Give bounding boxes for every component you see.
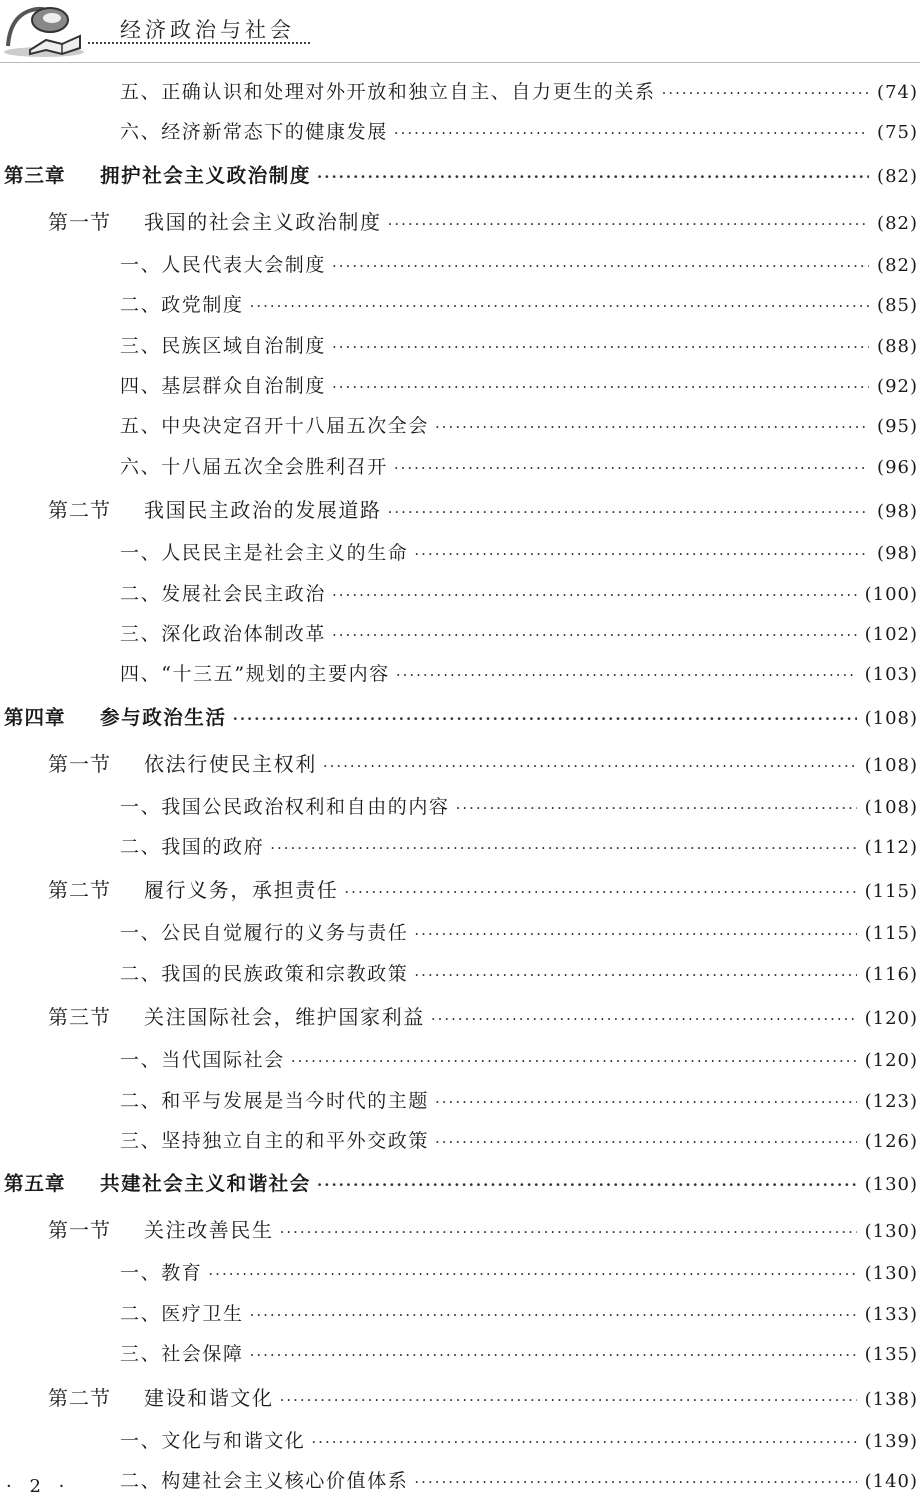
toc-label: 二、我国的政府 xyxy=(120,836,265,859)
table-of-contents xyxy=(0,72,920,1501)
toc-page-number: (120) xyxy=(864,1008,918,1030)
toc-page-number: (98) xyxy=(877,501,918,523)
book-title: 经济政治与社会 xyxy=(120,18,295,42)
toc-label: 三、社会保障 xyxy=(120,1343,244,1366)
toc-chapter xyxy=(0,1161,920,1207)
dot-leader xyxy=(291,1041,857,1081)
toc-entry xyxy=(0,366,920,406)
toc-entry xyxy=(0,1334,920,1374)
toc-label: 依法行使民主权利 xyxy=(144,751,317,776)
toc-label: 关注国际社会，维护国家利益 xyxy=(144,1005,425,1030)
toc-page-number: (82) xyxy=(877,212,918,234)
dot-leader xyxy=(431,996,857,1042)
toc-entry xyxy=(0,1121,920,1161)
toc-entry xyxy=(0,1421,920,1461)
toc-prefix: 第二节 xyxy=(48,878,111,903)
toc-prefix: 第三节 xyxy=(48,1005,111,1030)
header-divider xyxy=(88,42,310,44)
toc-page-number: (96) xyxy=(877,456,918,478)
dot-leader xyxy=(396,655,857,695)
toc-label: 履行义务，承担责任 xyxy=(144,878,339,903)
toc-page-number: (140) xyxy=(864,1470,918,1492)
page-number: · 2 · xyxy=(6,1476,71,1497)
toc-page-number: (115) xyxy=(864,923,918,945)
toc-prefix: 第二节 xyxy=(48,498,111,523)
toc-entry xyxy=(0,827,920,867)
dot-leader xyxy=(250,1335,857,1375)
toc-label: 三、深化政治体制改革 xyxy=(120,622,327,645)
dot-leader xyxy=(332,575,857,615)
toc-entry xyxy=(0,326,920,366)
dot-leader xyxy=(435,1082,857,1122)
toc-page-number: (130) xyxy=(864,1174,918,1196)
dot-leader xyxy=(394,113,869,153)
toc-section xyxy=(0,487,920,533)
toc-label: 六、经济新常态下的健康发展 xyxy=(120,121,388,144)
toc-label: 一、公民自觉履行的义务与责任 xyxy=(120,922,409,945)
toc-prefix: 第一节 xyxy=(48,209,111,234)
toc-label: 六、十八届五次全会胜利召开 xyxy=(120,455,388,478)
dot-leader xyxy=(332,327,869,367)
toc-page-number: (85) xyxy=(877,295,918,317)
dot-leader xyxy=(332,615,857,655)
toc-entry xyxy=(0,1253,920,1293)
toc-label: 四、“十三五”规划的主要内容 xyxy=(120,663,390,686)
toc-page-number: (130) xyxy=(864,1263,918,1285)
toc-entry xyxy=(0,1294,920,1334)
toc-label: 五、正确认识和处理对外开放和独立自主、自力更生的关系 xyxy=(120,81,656,103)
toc-label: 五、中央决定召开十八届五次全会 xyxy=(120,415,430,438)
toc-page-number: (95) xyxy=(877,416,918,438)
toc-label: 四、基层群众自治制度 xyxy=(120,374,327,397)
toc-entry xyxy=(0,1461,920,1501)
toc-label: 我国的社会主义政治制度 xyxy=(144,209,382,234)
dot-leader xyxy=(233,696,857,742)
toc-page-number: (130) xyxy=(864,1221,918,1243)
toc-page-number: (75) xyxy=(877,122,918,144)
toc-page-number: (133) xyxy=(864,1303,918,1325)
toc-label: 二、发展社会民主政治 xyxy=(120,582,327,605)
toc-label: 一、人民代表大会制度 xyxy=(120,253,327,276)
page-header xyxy=(0,0,920,64)
toc-entry xyxy=(0,1081,920,1121)
toc-prefix: 第一节 xyxy=(48,751,111,776)
toc-page-number: (98) xyxy=(877,543,918,565)
toc-section xyxy=(0,199,920,245)
toc-label: 二、我国的民族政策和宗教政策 xyxy=(120,962,409,985)
toc-page-number: (123) xyxy=(864,1090,918,1112)
toc-page-number: (103) xyxy=(864,664,918,686)
header-baseline xyxy=(0,62,920,63)
dot-leader xyxy=(435,407,869,447)
toc-page-number: (120) xyxy=(864,1050,918,1072)
toc-entry xyxy=(0,447,920,487)
toc-page-number: (108) xyxy=(864,754,918,776)
dot-leader xyxy=(388,489,869,535)
dot-leader xyxy=(323,743,857,789)
toc-page-number: (82) xyxy=(877,165,918,187)
toc-entry xyxy=(0,406,920,446)
toc-entry xyxy=(0,285,920,325)
toc-label: 共建社会主义和谐社会 xyxy=(100,1172,312,1196)
dot-leader xyxy=(332,367,869,407)
dot-leader xyxy=(280,1209,857,1255)
toc-label: 一、当代国际社会 xyxy=(120,1049,285,1072)
dot-leader xyxy=(250,1295,857,1335)
toc-page-number: (135) xyxy=(864,1344,918,1366)
toc-page-number: (100) xyxy=(864,583,918,605)
toc-section xyxy=(0,867,920,913)
toc-entry xyxy=(0,1040,920,1080)
toc-page-number: (102) xyxy=(864,623,918,645)
toc-page-number: (108) xyxy=(864,796,918,818)
dot-leader xyxy=(388,201,869,247)
dot-leader xyxy=(414,914,856,954)
toc-label: 二、医疗卫生 xyxy=(120,1302,244,1325)
toc-section xyxy=(0,994,920,1040)
toc-entry xyxy=(0,913,920,953)
toc-page-number: (92) xyxy=(877,375,918,397)
toc-prefix: 第二节 xyxy=(48,1385,111,1410)
toc-label: 一、教育 xyxy=(120,1262,203,1285)
toc-prefix: 第三章 xyxy=(4,163,66,187)
toc-prefix: 第四章 xyxy=(4,705,66,729)
desk-lamp-book-icon xyxy=(2,2,86,58)
toc-label: 二、和平与发展是当今时代的主题 xyxy=(120,1089,430,1112)
dot-leader xyxy=(250,286,869,326)
toc-entry xyxy=(0,574,920,614)
toc-page-number: (74) xyxy=(877,82,918,103)
toc-label: 三、民族区域自治制度 xyxy=(120,334,327,357)
toc-page-number: (82) xyxy=(877,254,918,276)
toc-entry xyxy=(0,533,920,573)
toc-page-number: (126) xyxy=(864,1131,918,1153)
toc-chapter xyxy=(0,153,920,199)
toc-label: 一、我国公民政治权利和自由的内容 xyxy=(120,795,450,818)
dot-leader xyxy=(414,955,856,995)
toc-label: 参与政治生活 xyxy=(100,705,227,729)
dot-leader xyxy=(662,73,869,113)
dot-leader xyxy=(394,448,869,488)
toc-label: 二、政党制度 xyxy=(120,294,244,317)
dot-leader xyxy=(311,1422,856,1462)
toc-label: 建设和谐文化 xyxy=(144,1385,274,1410)
dot-leader xyxy=(344,869,856,915)
toc-label: 一、文化与和谐文化 xyxy=(120,1429,306,1452)
toc-label: 二、构建社会主义核心价值体系 xyxy=(120,1469,409,1492)
dot-leader xyxy=(414,534,869,574)
toc-page-number: (138) xyxy=(864,1388,918,1410)
toc-prefix: 第五章 xyxy=(4,1172,66,1196)
dot-leader xyxy=(332,246,869,286)
toc-label: 一、人民民主是社会主义的生命 xyxy=(120,542,409,565)
toc-page-number: (108) xyxy=(864,707,918,729)
dot-leader xyxy=(317,1162,857,1208)
toc-page-number: (116) xyxy=(864,963,918,985)
toc-page-number: (115) xyxy=(864,881,918,903)
toc-entry xyxy=(0,954,920,994)
toc-chapter xyxy=(0,695,920,741)
toc-entry xyxy=(0,787,920,827)
toc-label: 三、坚持独立自主的和平外交政策 xyxy=(120,1130,430,1153)
toc-prefix: 第一节 xyxy=(48,1218,111,1243)
dot-leader xyxy=(435,1122,857,1162)
dot-leader xyxy=(280,1377,857,1423)
toc-section xyxy=(0,741,920,787)
toc-page-number: (88) xyxy=(877,335,918,357)
toc-page-number: (139) xyxy=(864,1430,918,1452)
toc-entry xyxy=(0,112,920,152)
toc-entry xyxy=(0,614,920,654)
dot-leader xyxy=(317,154,869,200)
dot-leader xyxy=(414,1462,856,1502)
toc-entry xyxy=(0,245,920,285)
toc-page-number: (112) xyxy=(864,837,918,859)
toc-section xyxy=(0,1207,920,1253)
toc-entry xyxy=(0,654,920,694)
toc-label: 拥护社会主义政治制度 xyxy=(100,163,312,187)
dot-leader xyxy=(208,1254,856,1294)
dot-leader xyxy=(456,788,857,828)
toc-entry xyxy=(0,72,920,112)
toc-section xyxy=(0,1375,920,1421)
dot-leader xyxy=(270,828,856,868)
toc-label: 我国民主政治的发展道路 xyxy=(144,498,382,523)
toc-label: 关注改善民生 xyxy=(144,1218,274,1243)
